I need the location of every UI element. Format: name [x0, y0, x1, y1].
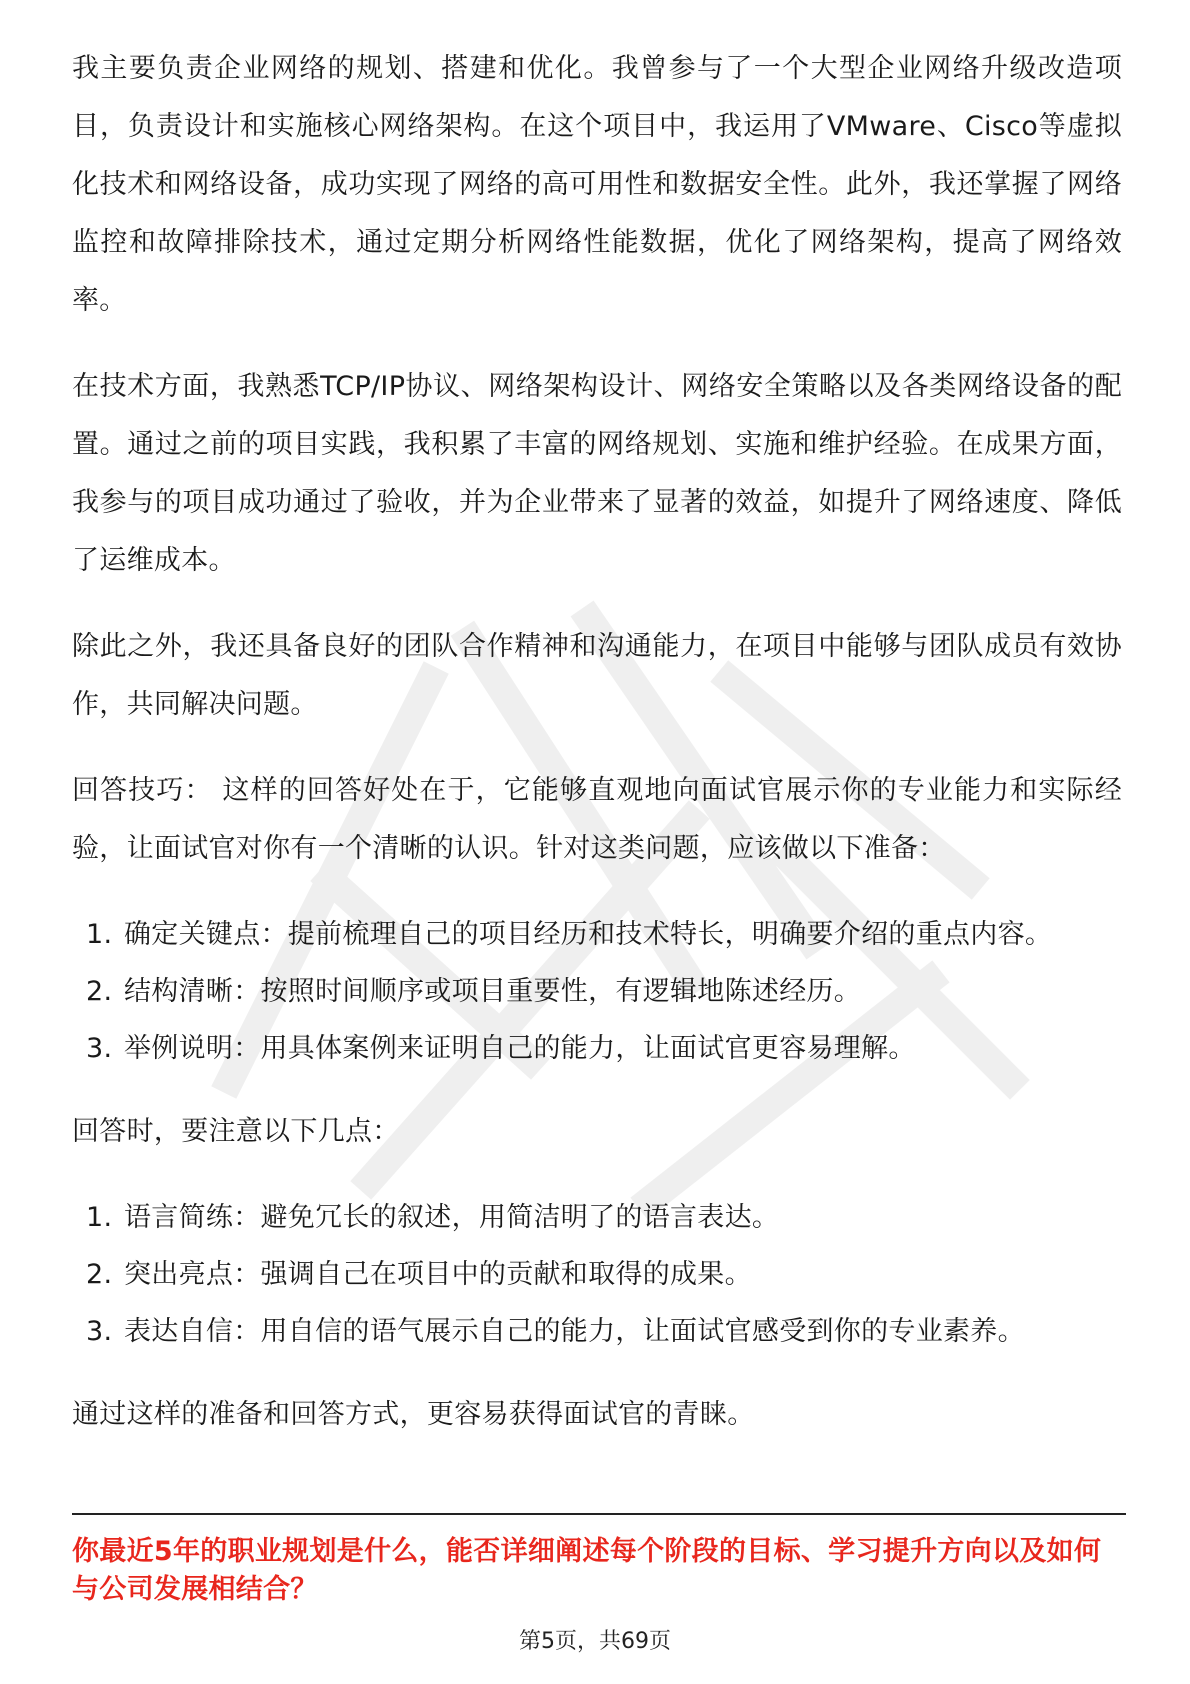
list-number: 3.	[86, 1316, 113, 1347]
list-number: 2.	[86, 976, 113, 1007]
list-item	[72, 1020, 1122, 1077]
list-text: 举例说明：用具体案例来证明自己的能力，让面试官更容易理解。	[124, 1033, 916, 1064]
list-item	[72, 1303, 1122, 1360]
paragraph-teamwork: 除此之外，我还具备良好的团队合作精神和沟通能力，在项目中能够与团队成员有效协作，共同解决问题。	[72, 631, 1122, 720]
conclusion: 通过这样的准备和回答方式，更容易获得面试官的青睐。	[72, 1399, 755, 1430]
next-question-heading: 你最近5年的职业规划是什么，能否详细阐述每个阶段的目标、学习提升方向以及如何与公司发展相结合？	[72, 1536, 1102, 1605]
section-divider	[72, 1513, 1126, 1515]
document-body	[72, 40, 1122, 1472]
list-text: 结构清晰：按照时间顺序或项目重要性，有逻辑地陈述经历。	[124, 976, 862, 1007]
list-number: 1.	[86, 1202, 113, 1233]
list-number: 2.	[86, 1259, 113, 1290]
list-item	[72, 963, 1122, 1020]
list-number: 1.	[86, 919, 113, 950]
paragraph-experience: 我主要负责企业网络的规划、搭建和优化。我曾参与了一个大型企业网络升级改造项目，负责设计和实施核心网络架构。在这个项目中，我运用了VMware、Cisco等虚拟化技术和网络设备，成功实现了网络的高可用性和数据安全性。此外，我还掌握了网络监控和故障排除技术，通过定期分析网络性能数据，优化了网络架构，提高了网络效率。	[72, 53, 1122, 316]
prep-list	[72, 906, 1122, 1077]
paragraph-answer-tips: 回答技巧： 这样的回答好处在于，它能够直观地向面试官展示你的专业能力和实际经验，让面试官对你有一个清晰的认识。针对这类问题，应该做以下准备：	[72, 775, 1122, 864]
paragraph-technical: 在技术方面，我熟悉TCP/IP协议、网络架构设计、网络安全策略以及各类网络设备的配置。通过之前的项目实践，我积累了丰富的网络规划、实施和维护经验。在成果方面，我参与的项目成功通过了验收，并为企业带来了显著的效益，如提升了网络速度、降低了运维成本。	[72, 371, 1122, 576]
page-footer: 第5页，共69页	[519, 1629, 671, 1654]
list-item	[72, 1246, 1122, 1303]
list-text: 确定关键点：提前梳理自己的项目经历和技术特长，明确要介绍的重点内容。	[124, 919, 1053, 950]
list-item	[72, 906, 1122, 963]
attention-list	[72, 1189, 1122, 1360]
list-number: 3.	[86, 1033, 113, 1064]
list-text: 突出亮点：强调自己在项目中的贡献和取得的成果。	[124, 1259, 752, 1290]
list-text: 语言简练：避免冗长的叙述，用简洁明了的语言表达。	[124, 1202, 780, 1233]
list-text: 表达自信：用自信的语气展示自己的能力，让面试官感受到你的专业素养。	[124, 1316, 1025, 1347]
attention-intro: 回答时，要注意以下几点：	[72, 1116, 400, 1147]
list-item	[72, 1189, 1122, 1246]
